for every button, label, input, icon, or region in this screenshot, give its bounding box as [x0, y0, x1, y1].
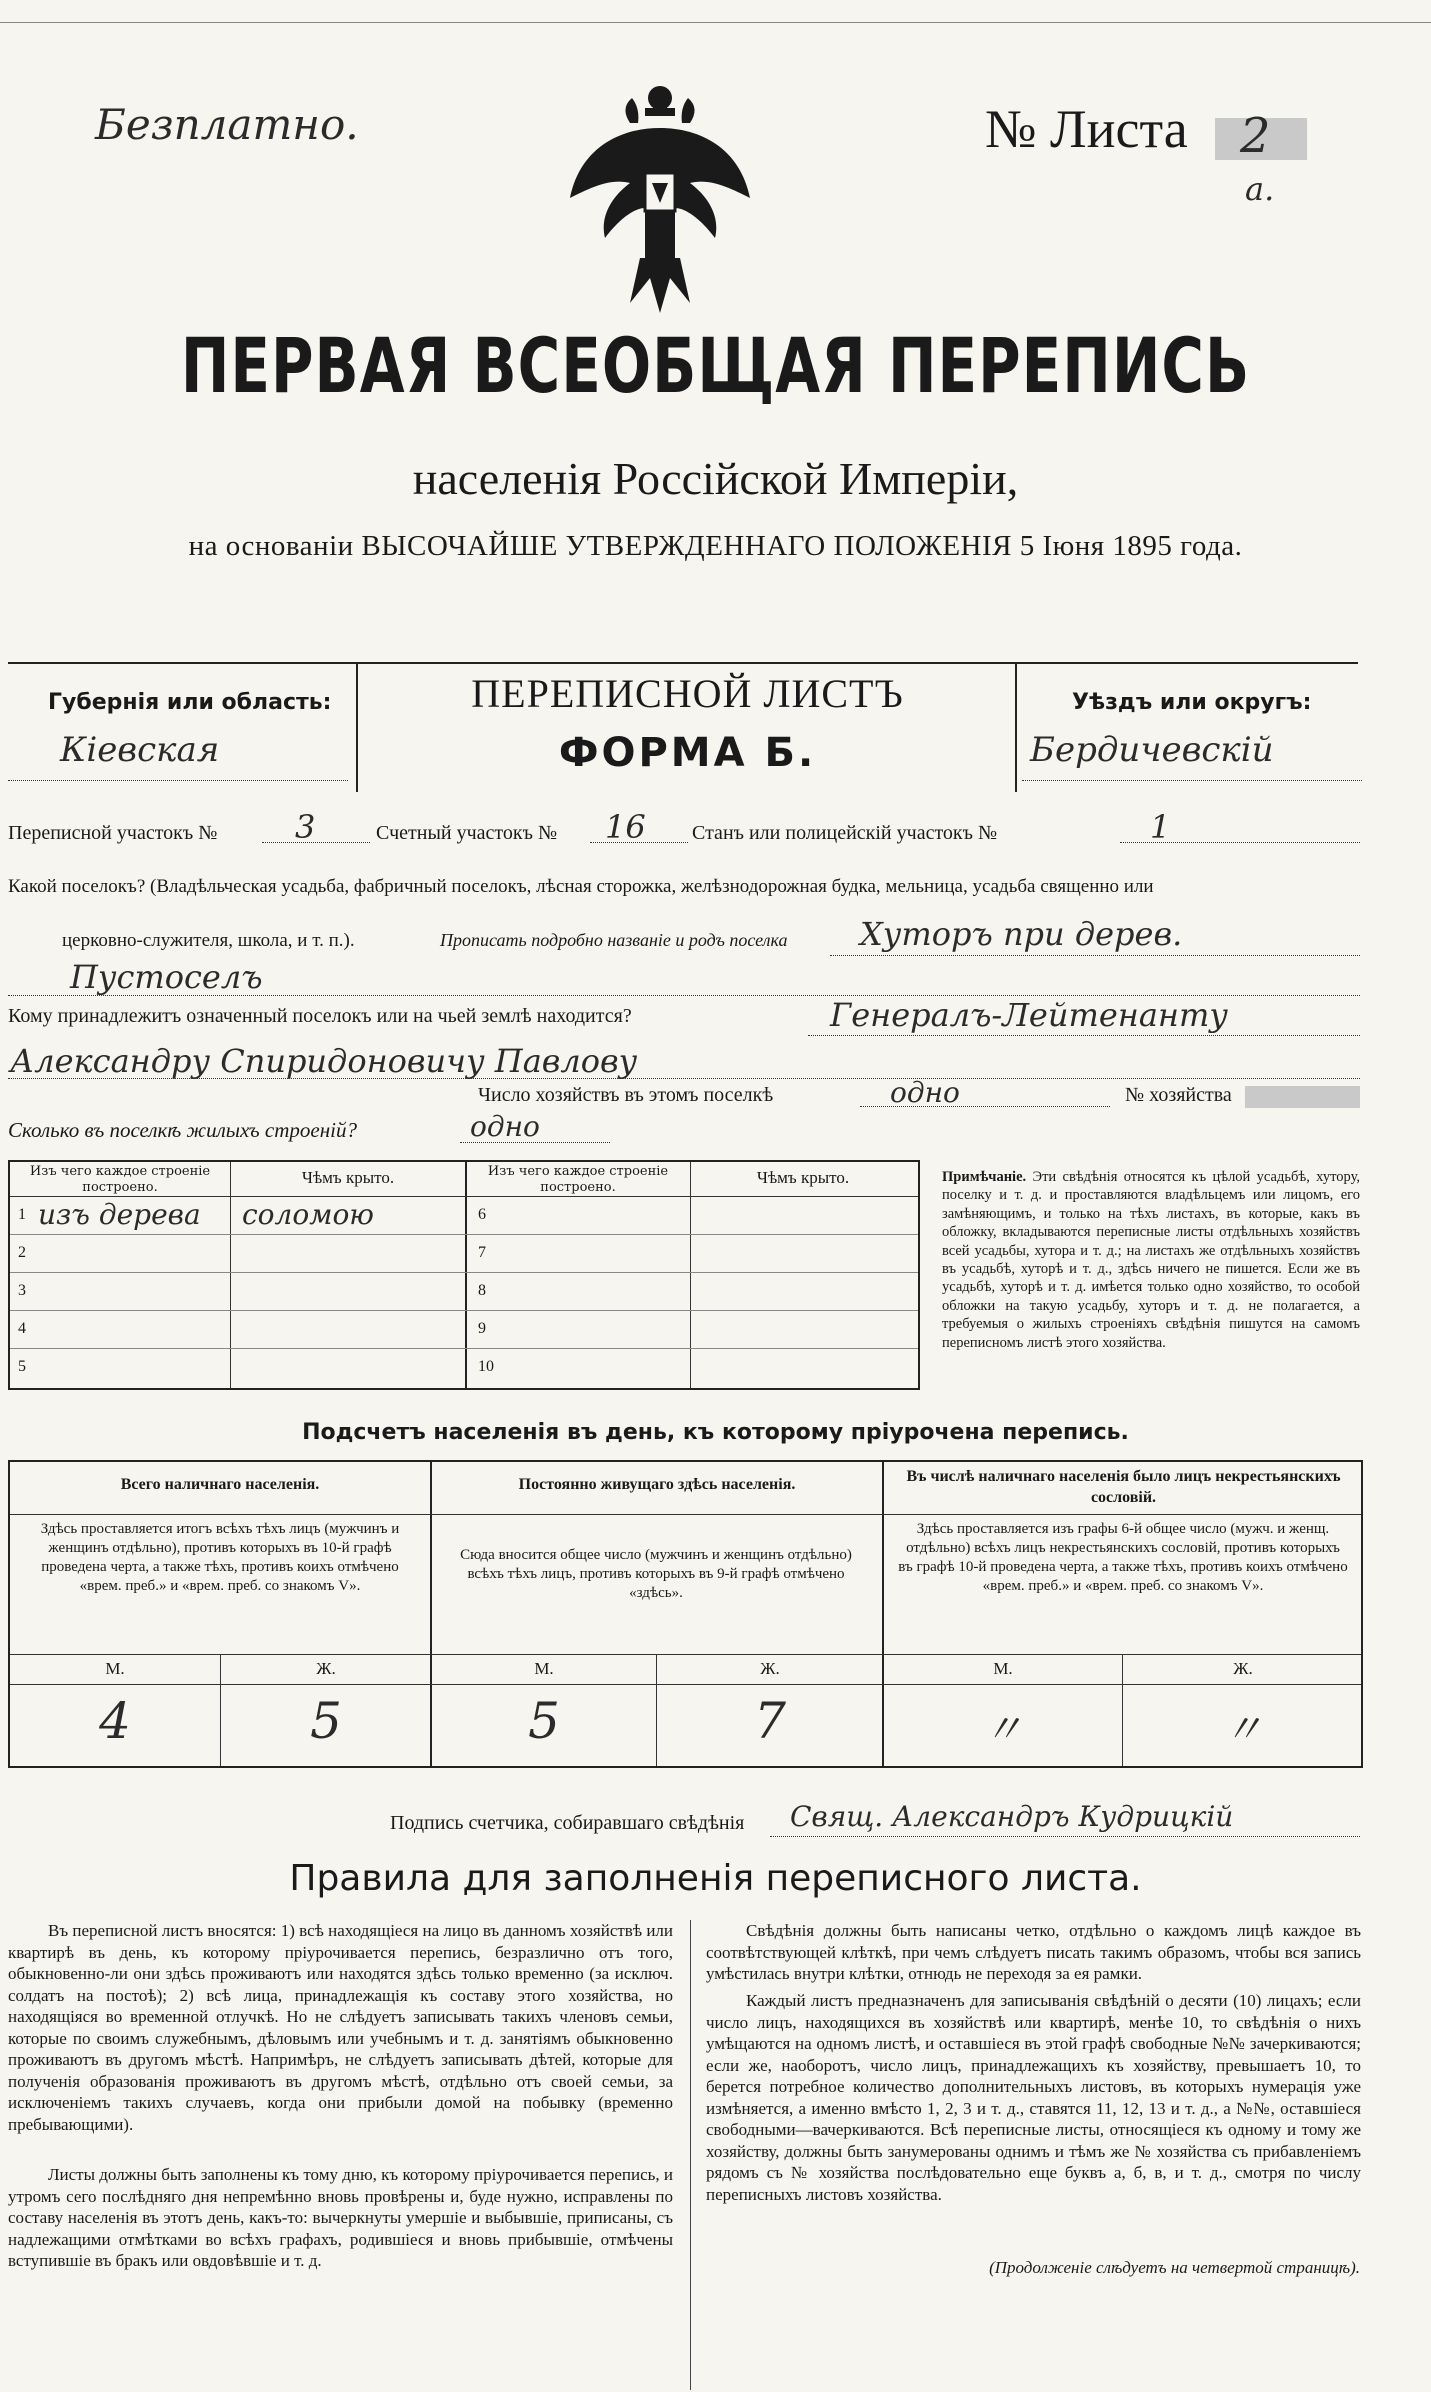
police-section-value: 1	[1150, 808, 1171, 846]
bt-header-rule	[10, 1196, 918, 1197]
bt-row-number: 6	[478, 1206, 486, 1223]
counting-section-line	[590, 842, 688, 843]
bt-row-number: 8	[478, 1282, 486, 1299]
owner-line-2	[8, 1078, 1360, 1079]
bt-row-number: 4	[18, 1320, 26, 1337]
count-nonpeasant-m: 〃	[983, 1707, 1023, 1753]
bt-head-material-left: Изъ чего каждое строеніе построено.	[29, 1164, 211, 1195]
buildings-table	[8, 1160, 920, 1390]
signature-label: Подпись счетчика, собиравшаго свѣдѣнія	[390, 1812, 745, 1834]
census-section-line	[262, 842, 370, 843]
count-table	[8, 1460, 1363, 1768]
ct-sub-1	[220, 1654, 221, 1766]
bt-row-rule-3	[10, 1310, 918, 1311]
households-line	[860, 1106, 1110, 1107]
count-total-zh: 5	[310, 1692, 342, 1750]
count-col3-text: Здѣсь проставляется изъ графы 6-й общее число (мужч. и женщ. отдѣльно) всѣхъ лицъ некрестьянскихъ сословій, противъ которыхъ въ графѣ 10-й проведена черта, а также тѣхъ, противъ коихъ отмѣчено «врем. преб.» и «врем. преб. со знакомъ V».	[898, 1521, 1348, 1594]
settlement-question: Какой поселокъ? (Владѣльческая усадьба, фабричный поселокъ, лѣсная сторожка, желѣзнодорожная будка, мельница, усадьба священно или	[8, 876, 1154, 897]
police-section-label: Станъ или полицейскій участокъ №	[692, 822, 998, 844]
page-edge	[0, 22, 1431, 23]
buildings-label: Сколько въ поселкѣ жилыхъ строеній?	[8, 1118, 357, 1142]
uezd-value: Бердичевскій	[1030, 730, 1274, 770]
guberniya-line	[8, 780, 348, 781]
settlement-question-cont: церковно-служителя, школа, и т. п.).	[62, 930, 355, 951]
settlement-name-1: Хуторъ при дерев.	[860, 915, 1183, 953]
rules-continued: (Продолженіе слѣдуетъ на четвертой страницѣ).	[989, 2258, 1360, 2277]
form-label: ФОРМА Б.	[558, 730, 817, 776]
census-basis: на основаніи ВЫСОЧАЙШЕ УТВЕРЖДЕННАГО ПОЛОЖЕНІЯ 5 Іюня 1895 года.	[188, 530, 1243, 562]
count-m-label: М.	[534, 1659, 554, 1678]
bt-row-number: 2	[18, 1244, 26, 1261]
note-label: Примѣчаніе.	[942, 1169, 1027, 1185]
count-zh-label: Ж.	[1233, 1659, 1253, 1678]
count-permanent-m: 5	[528, 1692, 560, 1750]
count-col2-text: Сюда вносится общее число (мужчинъ и женщинъ отдѣльно) всѣхъ тѣхъ лицъ, противъ которыхъ въ 9-й графѣ отмѣчено «здѣсь».	[460, 1547, 852, 1601]
count-m-label: М.	[105, 1659, 125, 1678]
ct-sub-2	[656, 1654, 657, 1766]
form-divider-right	[1015, 662, 1017, 792]
sheet-number-label: № Листа	[985, 99, 1188, 159]
bt-head-roof-left: Чѣмъ крыто.	[301, 1168, 395, 1187]
bt-head-material-right: Изъ чего каждое строеніе построено.	[487, 1164, 669, 1195]
signature-line	[770, 1836, 1360, 1837]
count-col3-head: Въ числѣ наличнаго населенія было лицъ некрестьянскихъ сословій.	[906, 1468, 1341, 1506]
count-permanent-zh: 7	[754, 1692, 786, 1750]
ct-sub-3	[1122, 1654, 1123, 1766]
ct-head-rule	[10, 1514, 1361, 1515]
buildings-line	[460, 1142, 610, 1143]
settlement-name-line-1	[830, 955, 1360, 956]
settlement-name-2: Пустоселъ	[70, 958, 263, 996]
census-section-value: 3	[295, 808, 316, 846]
sheet-number-suffix: а.	[1245, 170, 1275, 208]
bt-row-number: 5	[18, 1358, 26, 1375]
uezd-line	[1022, 780, 1362, 781]
bt-row-number: 3	[18, 1282, 26, 1299]
rules-title: Правила для заполненія переписного листа.	[289, 1858, 1142, 1899]
bt-row-number: 9	[478, 1320, 486, 1337]
rules-left-2: Листы должны быть заполнены къ тому дню, къ которому пріурочивается перепись, и утромъ сего послѣдняго дня непремѣнно вновь провѣрены и, буде нужно, исправлены по составу населенія въ этотъ день, какъ-то: вычеркнуты умершіе и выбывшіе, приписаны, съ надлежащими отмѣтками во всѣхъ графахъ, родившіеся и вновь прибывшіе, отмѣчены вступившіе въ бракъ или овдовѣвшіе и т. д.	[8, 2165, 673, 2270]
households-value: одно	[890, 1076, 960, 1109]
bt-row-rule-4	[10, 1348, 918, 1349]
bt-row-number: 10	[478, 1358, 494, 1375]
buildings-value: одно	[470, 1110, 540, 1143]
sheet-title: ПЕРЕПИСНОЙ ЛИСТЪ	[471, 671, 904, 716]
settlement-instruction: Прописать подробно названіе и родъ поселка	[440, 930, 788, 950]
uezd-label: Уѣздъ или округъ:	[1072, 690, 1312, 715]
bt-row-rule-2	[10, 1272, 918, 1273]
note-block	[942, 1168, 1360, 1352]
form-top-rule	[8, 662, 1358, 664]
sheet-number-value: 2	[1240, 108, 1271, 164]
bt-row-roof: соломою	[242, 1198, 374, 1231]
owner-value-2: Александру Спиридоновичу Павлову	[10, 1042, 638, 1080]
count-zh-label: Ж.	[316, 1659, 336, 1678]
census-title: ПЕРВАЯ ВСЕОБЩАЯ ПЕРЕПИСЬ	[180, 322, 1251, 411]
form-divider-left	[356, 662, 358, 792]
count-total-m: 4	[99, 1692, 131, 1750]
owner-value-1: Генералъ-Лейтенанту	[830, 996, 1228, 1034]
owner-question: Кому принадлежитъ означенный поселокъ или на чьей землѣ находится?	[8, 1005, 632, 1027]
ct-mf-rule-top	[10, 1654, 1361, 1655]
guberniya-value: Кіевская	[60, 730, 220, 770]
signature-value: Свящ. Александръ Кудрицкій	[790, 1800, 1234, 1833]
count-nonpeasant-zh: 〃	[1223, 1707, 1263, 1753]
bt-row-number: 7	[478, 1244, 486, 1261]
count-col1-text: Здѣсь проставляется итогъ всѣхъ тѣхъ лицъ (мужчинъ и женщинъ отдѣльно), противъ которыхъ въ 10-й графѣ проведена черта, а также тѣхъ, противъ коихъ отмѣчено «врем. преб.» и «врем. преб. со знакомъ V».	[40, 1521, 400, 1594]
imperial-eagle-icon	[560, 78, 760, 318]
bt-head-roof-right: Чѣмъ крыто.	[756, 1168, 850, 1187]
count-title: Подсчетъ населенія въ день, къ которому пріурочена перепись.	[302, 1420, 1129, 1445]
counting-section-label: Счетный участокъ №	[376, 822, 558, 844]
police-section-line	[1120, 842, 1360, 843]
household-number-label: № хозяйства	[1125, 1084, 1232, 1106]
households-label: Число хозяйствъ въ этомъ поселкѣ	[478, 1084, 774, 1106]
bt-row-number: 1	[18, 1206, 26, 1223]
guberniya-label: Губернія или область:	[48, 690, 332, 715]
owner-line-1	[808, 1035, 1360, 1036]
counting-section-value: 16	[605, 808, 646, 846]
rules-right-1: Свѣдѣнія должны быть написаны четко, отдѣльно о каждомъ лицѣ каждое въ соотвѣтствующей клѣткѣ, при чемъ слѣдуетъ писать такимъ образомъ, чтобы вся запись умѣстилась внутри клѣтки, отнюдь не переходя за ея рамки.	[706, 1921, 1361, 1983]
bt-row-rule-1	[10, 1234, 918, 1235]
rules-right-2: Каждый листъ предназначенъ для записыванія свѣдѣній о десяти (10) лицахъ; если число лицъ, находящихся въ хозяйствѣ или квартирѣ, менѣе 10, то свѣдѣнія о нихъ умѣщаются на одномъ листѣ, и оставшіеся въ этой графѣ свободные №№ зачеркиваются; если же, наоборотъ, число лицъ, принадлежащихъ къ хозяйству, превышаетъ 10, то берется потребное количество дополнительныхъ листовъ, въ которыхъ нумерація уже измѣняется, а именно вмѣсто 1, 2, 3 и т. д., ставятся 11, 12, 13 и т. д., а №№, оставшіеся свободными—вачеркиваются. Всѣ переписные листы, относящіеся къ одному и тому же хозяйству, должны быть занумерованы однимъ и тѣмъ же № хозяйства съ прибавленіемъ рядомъ съ № хозяйства послѣдовательно еще буквъ а, б, в, и т. д., смотря по числу переписныхъ листовъ хозяйства.	[706, 1991, 1361, 2204]
count-col2-head: Постоянно живущаго здѣсь населенія.	[518, 1476, 796, 1493]
count-col1-head: Всего наличнаго населенія.	[120, 1476, 320, 1493]
free-label: Безплатно.	[95, 100, 359, 149]
bt-row-material: изъ дерева	[38, 1198, 201, 1231]
rules-divider	[690, 1920, 691, 2390]
census-subtitle: населенія Россійской Имперіи,	[412, 453, 1019, 504]
rules-left-1: Въ переписной листъ вносятся: 1) всѣ находящіеся на лицо въ данномъ хозяйствѣ или квартирѣ въ день, къ которому пріурочивается перепись, безразлично отъ того, обыкновенно-ли они здѣсь проживаютъ или находятся здѣсь только временно (за исключ. солдатъ на постоѣ); 2) всѣ лица, принадлежащія къ составу этого хозяйства, но находящіяся во временной отлучкѣ. Но не слѣдуетъ записывать такихъ членовъ семьи, которые по своимъ служебнымъ, дѣловымъ или учебнымъ и т. д. занятіямъ обыкновенно проживаютъ въ другомъ мѣстѣ. Напримѣръ, не слѣдуетъ записывать дѣтей, которые для полученія образованія проживаютъ въ другомъ мѣстѣ, отдѣльно отъ своей семьи, за исключеніемъ такихъ случаевъ, когда они прибыли домой на побывку (временно пребывающими).	[8, 1921, 673, 2134]
count-zh-label: Ж.	[760, 1659, 780, 1678]
count-m-label: М.	[993, 1659, 1013, 1678]
household-number-shade	[1245, 1086, 1360, 1108]
ct-mf-rule-bottom	[10, 1684, 1361, 1685]
note-text: Эти свѣдѣнія относятся къ цѣлой усадьбѣ, хутору, поселку и т. д. и проставляются владѣльцемъ или лицомъ, его замѣняющимъ, и только на тѣхъ листахъ, въ которые, какъ въ обложку, вкладываются переписные листы отдѣльныхъ хозяйствъ всей усадьбы, хутора и т. д.; на листахъ же отдѣльныхъ хозяйствъ въ усадьбѣ, хуторѣ и т. д., здѣсь ничего не пишется. Если же въ усадьбѣ, хуторѣ и т. д. имѣется только одно хозяйство, то особой обложки на такую усадьбу, хуторъ и т. д. не полагается, а требуемыя о жилыхъ строеніяхъ свѣдѣнія пишутся на самомъ переписномъ листѣ этого хозяйства.	[942, 1169, 1360, 1351]
census-section-label: Переписной участокъ №	[8, 822, 218, 844]
